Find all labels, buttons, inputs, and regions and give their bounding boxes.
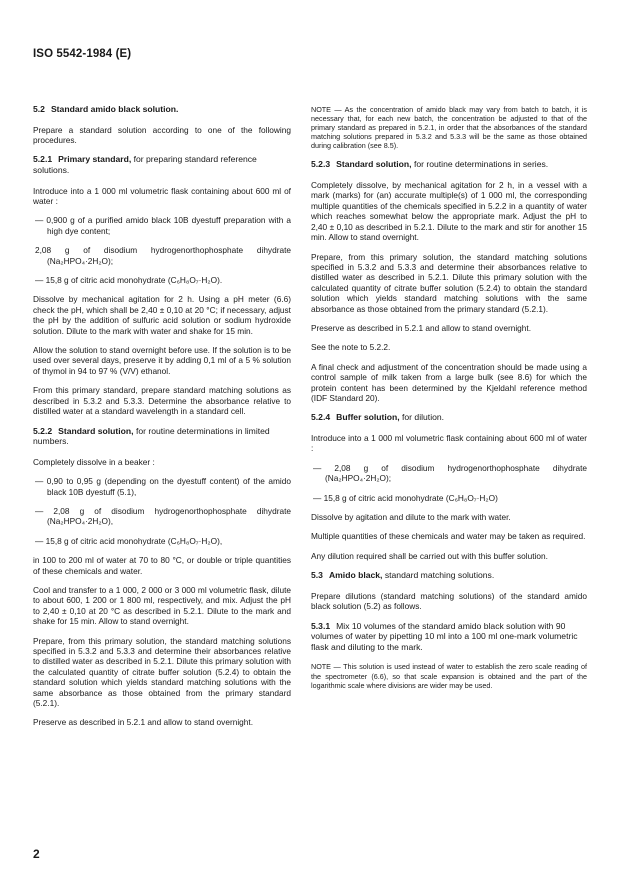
paragraph: Prepare a standard solution according to one of the following procedures. bbox=[33, 124, 291, 145]
section-title: Amido black, bbox=[328, 570, 383, 581]
paragraph: Preserve as described in 5.2.1 and allow to stand overnight. bbox=[33, 717, 253, 728]
list-item: — 15,8 g of citric acid monohydrate (C₆H₈O₇·H₂O). bbox=[35, 275, 223, 286]
section-number: 5.2 bbox=[33, 104, 45, 114]
section-description: for preparing standard reference solutions. bbox=[33, 154, 257, 175]
section-description: for routine determinations in limited numbers. bbox=[33, 425, 270, 447]
paragraph: in 100 to 200 ml of water at 70 to 80 °C, or double or triple quantities of these chemicals and water. bbox=[33, 555, 291, 576]
section-description: for dilution. bbox=[399, 412, 445, 423]
section-title: Primary standard, bbox=[58, 154, 132, 165]
section-heading bbox=[311, 159, 587, 170]
note-paragraph: NOTE — As the concentration of amido black may vary from batch to batch, it is necessary that, for each new batch, the concentration be adjusted to that of the primary standard as prepared in 5.2.1, in order that the absorbances of the standard matching solutions prepared in 5.3.2 and 5.3.3 will be the same as those obtained during calibration (see 8.5). bbox=[311, 105, 587, 151]
section-number: 5.2.1 bbox=[33, 154, 53, 165]
section-heading bbox=[311, 570, 587, 581]
page-number: 2 bbox=[33, 847, 40, 861]
paragraph: Prepare dilutions (standard matching solutions) of the standard amido black solution (5.2) as follows. bbox=[311, 590, 587, 612]
section-heading bbox=[33, 154, 291, 175]
paragraph: A final check and adjustment of the concentration should be made using a control sample of milk taken from a large bulk (see 8.6) for which the protein content has been determined by the Kjeldahl reference method (IDF Standard 20). bbox=[311, 361, 587, 403]
paragraph: Multiple quantities of these chemicals and water may be taken as required. bbox=[311, 531, 586, 542]
section-number: 5.2.4 bbox=[311, 412, 331, 423]
list-item: — 15,8 g of citric acid monohydrate (C₆H₈O₇·H₂O) bbox=[313, 492, 498, 503]
paragraph: See the note to 5.2.2. bbox=[311, 342, 391, 353]
section-heading bbox=[311, 412, 587, 423]
paragraph: Completely dissolve in a beaker : bbox=[33, 456, 155, 467]
list-item: — 2,08 g of disodium hydrogenorthophosphate dihydrate (Na₂HPO₄·2H₂O), bbox=[35, 505, 291, 527]
paragraph: Cool and transfer to a 1 000, 2 000 or 3 000 ml volumetric flask, dilute to about 600, 1 200 or 1 800 ml, respectively, and mix. Adjust the pH to 2,40 ± 0,10 at 20 °C as described in 5.2.1. Dilute to the mark and shake for 15 min. Allow to stand overnight. bbox=[33, 584, 291, 627]
section-number: 5.2.2 bbox=[33, 425, 53, 436]
list-item: — 0,900 g of a purified amido black 10B dyestuff preparation with a high dye content; bbox=[35, 215, 291, 236]
section-description: standard matching solutions. bbox=[382, 570, 495, 581]
section-number: 5.3.1 bbox=[311, 620, 331, 631]
section-number: 5.3 bbox=[311, 570, 323, 581]
section-heading bbox=[311, 621, 587, 653]
left-column bbox=[33, 104, 291, 737]
paragraph: Preserve as described in 5.2.1 and allow to stand overnight. bbox=[311, 322, 531, 333]
right-column bbox=[311, 105, 587, 699]
list-item: — 0,90 to 0,95 g (depending on the dyestuff content) of the amido black 10B dyestuff (5.1), bbox=[35, 476, 291, 497]
document-header: ISO 5542-1984 (E) bbox=[33, 48, 132, 60]
section-heading bbox=[33, 104, 291, 115]
section-description: Mix 10 volumes of the standard amido black solution with 90 volumes of water by pipetting 10 ml into a 100 ml one-mark volumetric flask and diluting to the mark. bbox=[311, 620, 578, 652]
paragraph: Prepare, from this primary solution, the standard matching solutions specified in 5.3.2 and 5.3.3 and determine their absorbances relative to distilled water as described in 5.2.1. Dilute this primary solution with the calculated quantity of citrate buffer solution (5.2.4) to obtain the standard solution which yields standard matching solutions with the same absorbance as those obtained from the primary standard (5.2.1). bbox=[311, 251, 587, 314]
section-heading bbox=[33, 426, 291, 447]
paragraph: From this primary standard, prepare standard matching solutions as described in 5.3.2 and 5.3.3. Determine the absorbance relative to distilled water at a standard wavelength in a standard cell. bbox=[33, 385, 291, 417]
paragraph: Dissolve by agitation and dilute to the mark with water. bbox=[311, 512, 511, 522]
paragraph: Introduce into a 1 000 ml volumetric flask containing about 600 ml of water : bbox=[311, 432, 587, 454]
list-item: 2,08 g of disodium hydrogenorthophosphate dihydrate (Na₂HPO₄·2H₂O); bbox=[35, 245, 291, 266]
section-title: Buffer solution, bbox=[336, 412, 400, 423]
list-item: — 2,08 g of disodium hydrogenorthophosphate dihydrate (Na₂HPO₄·2H₂O); bbox=[313, 462, 587, 484]
list-item: — 15,8 g of citric acid monohydrate (C₆H₈O₇·H₂O), bbox=[35, 535, 223, 546]
section-title: Standard solution, bbox=[58, 425, 134, 436]
section-number: 5.2.3 bbox=[311, 159, 331, 170]
section-title: Standard amido black solution. bbox=[50, 104, 179, 114]
paragraph: Completely dissolve, by mechanical agitation for 2 h, in a vessel with a mark (marks) for (an) accurate multiple(s) of 1 000 ml, the corresponding multiple quantities of the chemicals specified in 5.2.2 in a quantity of water which reaches somewhat below the appropriate mark. Adjust the pH to 2,40 ± 0,10 as described in 5.2.1. Dilute to the mark and stir for another 15 min. Allow to stand overnight. bbox=[311, 180, 587, 243]
paragraph: Any dilution required shall be carried out with this buffer solution. bbox=[311, 550, 548, 561]
paragraph: Introduce into a 1 000 ml volumetric flask containing about 600 ml of water : bbox=[33, 185, 291, 206]
paragraph: Allow the solution to stand overnight before use. If the solution is to be used over several days, preserve it by adding 0,1 ml of a 5 % solution of thymol in 94 to 97 % (V/V) ethanol. bbox=[33, 345, 291, 376]
section-title: Standard solution, bbox=[336, 159, 412, 170]
paragraph: Dissolve by mechanical agitation for 2 h. Using a pH meter (6.6) check the pH, which shall be 2,40 ± 0,10 at 20 °C; if necessary, adjust the pH by the addition of sulfuric acid solution or sodium hydroxide solution. Dilute to the mark with water and shake for 15 min. bbox=[33, 294, 291, 336]
section-description: for routine determinations in series. bbox=[411, 159, 549, 170]
note-paragraph: NOTE — This solution is used instead of water to establish the zero scale reading of the spectrometer (6.6), so that scale expansion is obtained and the part of the logarithmic scale where divisions are wider may be used. bbox=[311, 662, 587, 690]
paragraph: Prepare, from this primary solution, the standard matching solutions specified in 5.3.2 and 5.3.3 and determine their absorbances relative to distilled water as described in 5.2.1. Dilute this primary solution with the calculated quantity of citrate buffer solution (5.2.4) to obtain the standard solution which yields standard matching solutions with the same absorbance as those obtained from the primary standard (5.2.1). bbox=[33, 635, 291, 708]
